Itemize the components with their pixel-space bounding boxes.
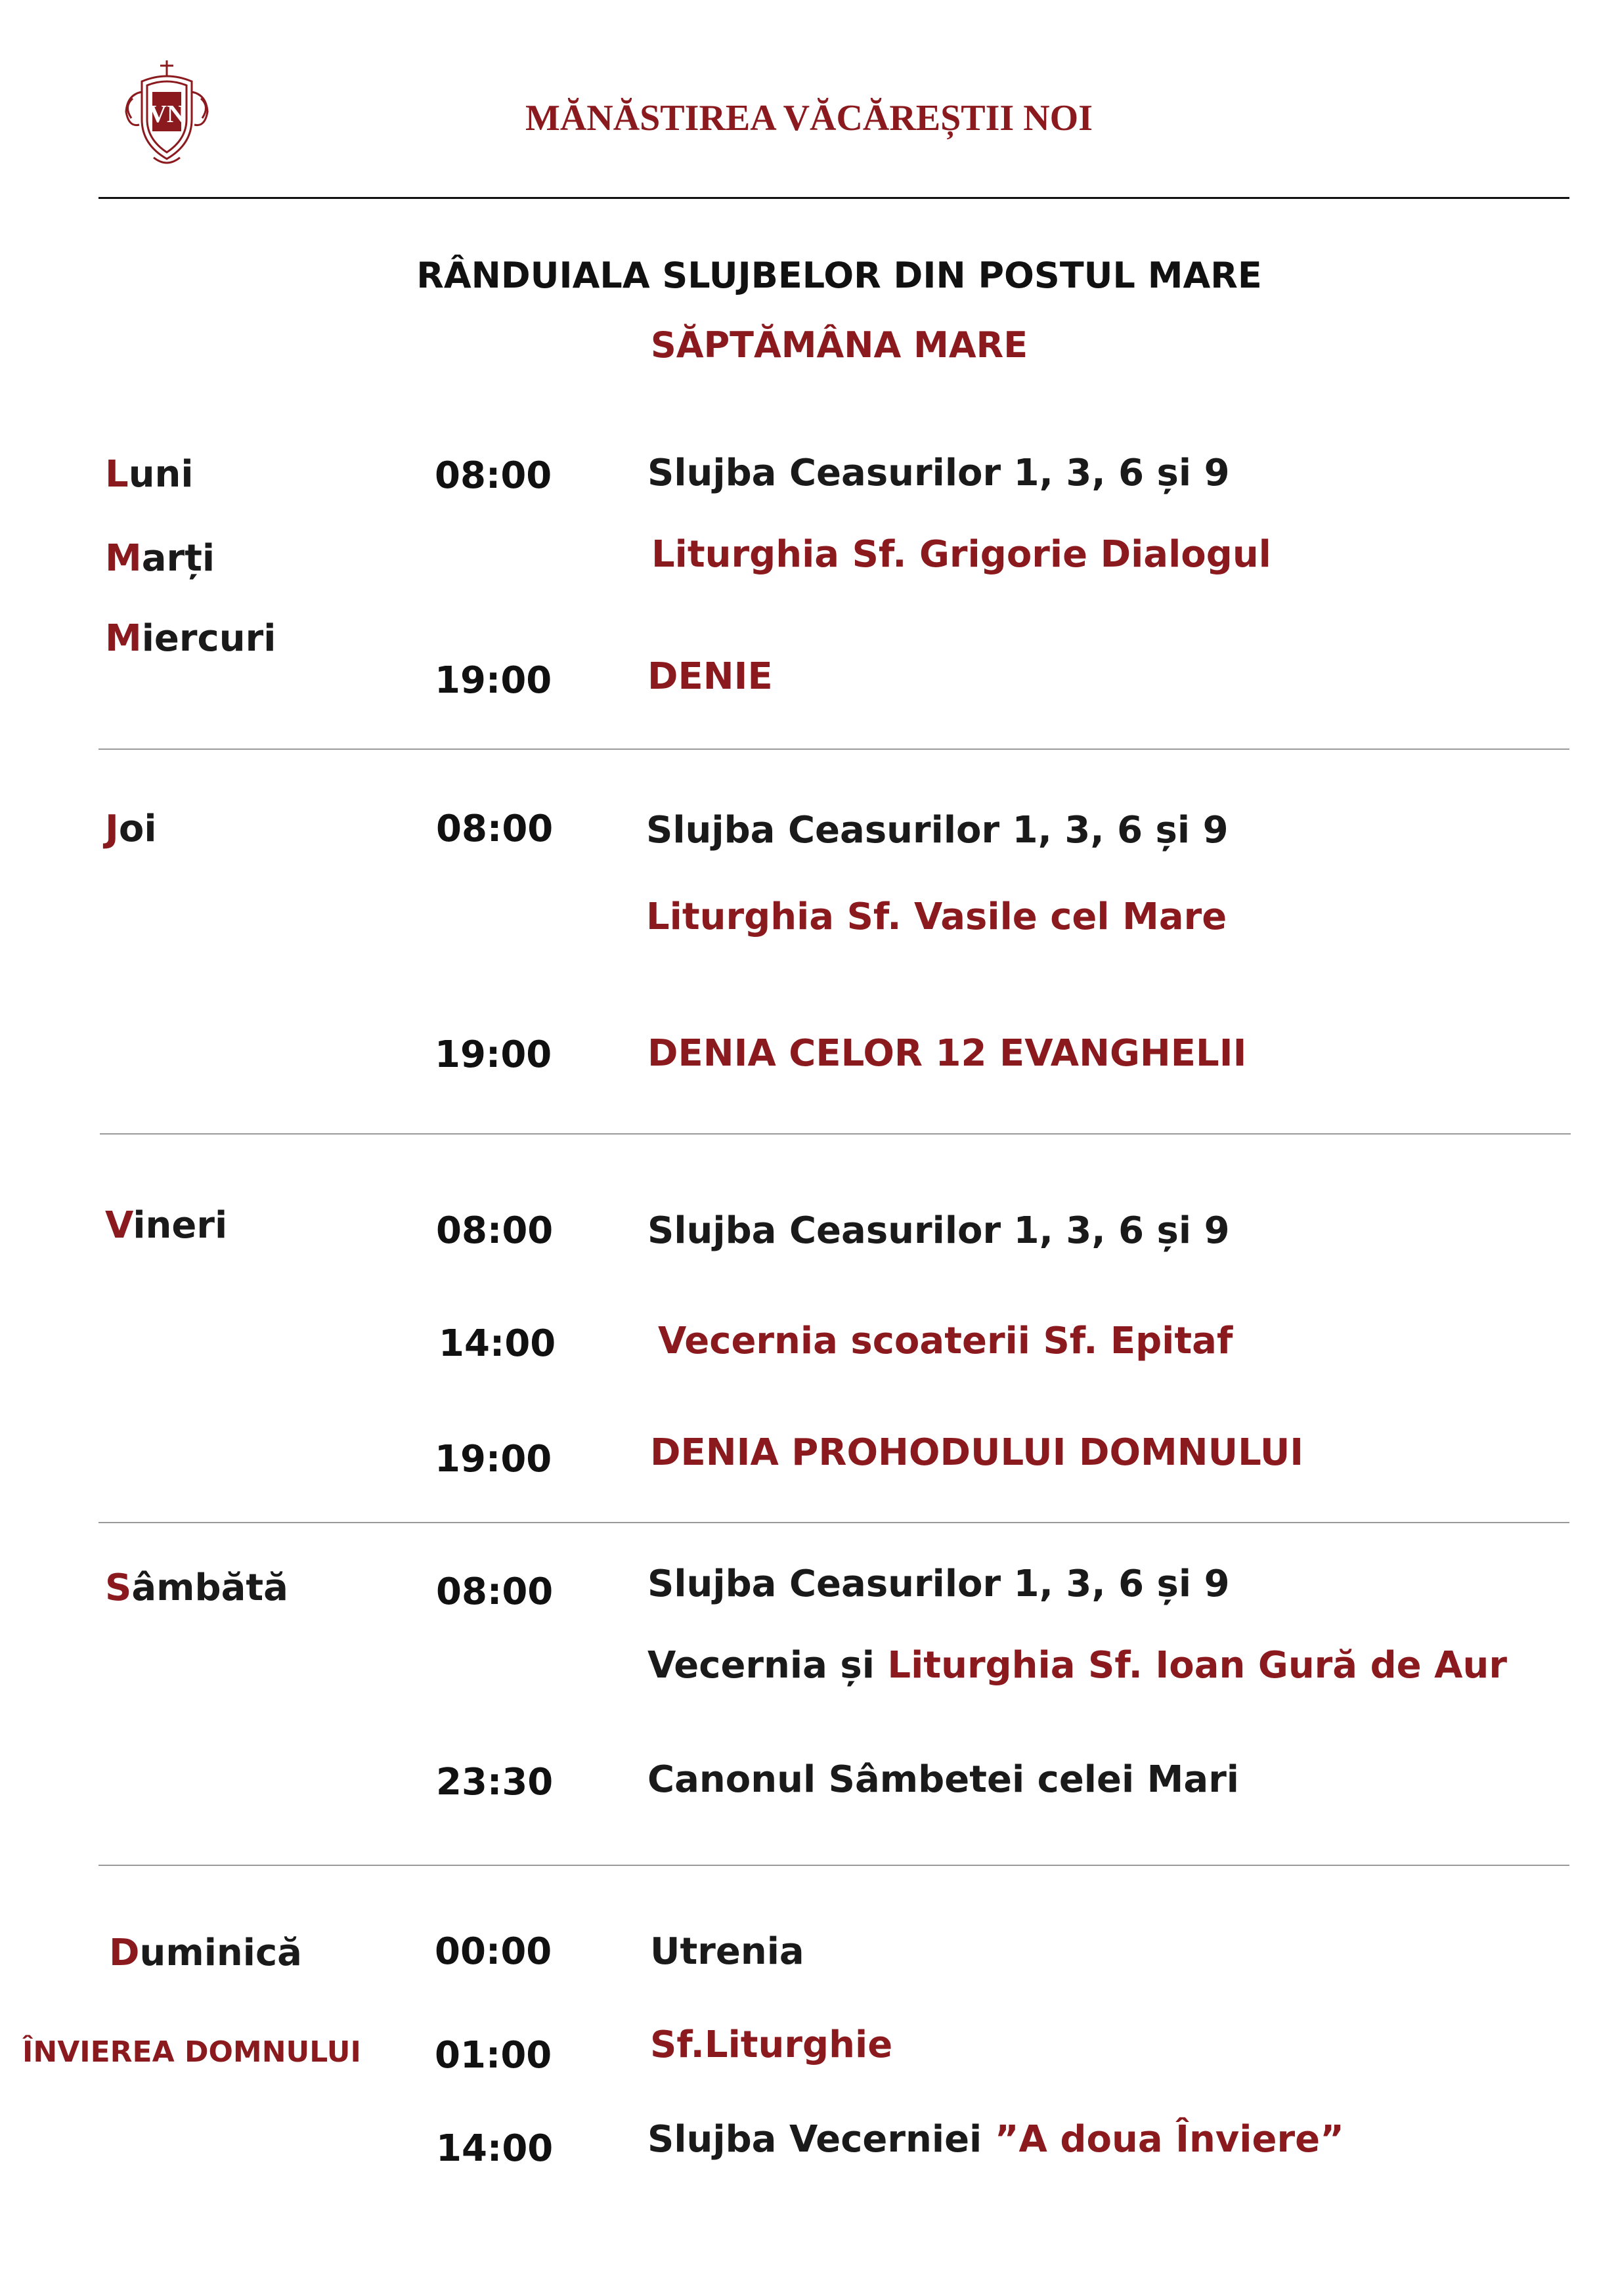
service-part: Liturghia Sf. Ioan Gură de Aur [887,1644,1507,1687]
day-luni [105,453,194,496]
time: 08:00 [436,1570,554,1613]
day-vineri [105,1204,227,1247]
service: Liturghia Sf. Grigorie Dialogul [651,533,1271,576]
day-rest: arți [141,537,215,580]
service-part: Vecernia și [647,1644,888,1687]
service: Liturghia Sf. Vasile cel Mare [646,896,1227,938]
day-duminica [109,1932,302,1974]
service: DENIE [647,655,773,698]
service: Slujba Ceasurilor 1, 3, 6 și 9 [647,1563,1230,1605]
day-rest: ineri [133,1204,228,1247]
day-initial: M [105,537,142,580]
day-initial: J [105,808,119,850]
section-divider [98,1522,1569,1523]
day-rest: uminică [139,1932,302,1974]
day-rest: iercuri [141,617,276,660]
section-divider [100,1133,1571,1135]
time: 08:00 [436,808,554,850]
day-initial: L [105,453,129,496]
day-initial: D [109,1932,140,1974]
service-part: Slujba Vecerniei [647,2118,995,2161]
day-initial: S [105,1567,132,1609]
service [647,1644,1507,1687]
time: 19:00 [435,1033,552,1076]
time: 19:00 [435,1438,552,1481]
page-subtitle: SĂPTĂMÂNA MARE [650,324,1028,366]
time: 08:00 [435,454,552,497]
page-title: RÂNDUIALA SLUJBELOR DIN POSTUL MARE [416,255,1262,296]
day-rest: uni [128,453,194,496]
service: Slujba Ceasurilor 1, 3, 6 și 9 [647,1209,1230,1252]
service: Vecernia scoaterii Sf. Epitaf [658,1320,1233,1362]
time: 19:00 [435,659,552,702]
service: Utrenia [650,1930,804,1973]
time: 14:00 [439,1322,556,1365]
monastery-name: MĂNĂSTIREA VĂCĂREȘTII NOI [525,98,1093,139]
time: 14:00 [436,2127,554,2170]
header-divider [98,197,1569,199]
service: Slujba Ceasurilor 1, 3, 6 și 9 [646,809,1229,852]
day-sambata [105,1567,288,1609]
service: DENIA CELOR 12 EVANGHELII [647,1032,1247,1075]
service: DENIA PROHODULUI DOMNULUI [650,1431,1304,1474]
day-miercuri [105,617,276,660]
easter-label: ÎNVIEREA DOMNULUI [22,2035,361,2069]
day-joi [105,808,157,850]
time: 00:00 [435,1930,552,1973]
service: Slujba Ceasurilor 1, 3, 6 și 9 [647,452,1230,494]
day-marti [105,537,215,580]
time: 08:00 [436,1209,554,1252]
day-initial: V [105,1204,133,1247]
section-divider [98,748,1569,750]
service [647,2118,1344,2161]
svg-text:VN: VN [148,100,185,128]
day-rest: âmbătă [131,1567,288,1609]
day-rest: oi [118,808,157,850]
service-part: ”A doua Înviere” [994,2118,1344,2161]
time: 01:00 [435,2034,552,2077]
service: Canonul Sâmbetei celei Mari [647,1758,1240,1801]
section-divider [98,1865,1569,1866]
service: Sf.Liturghie [650,2024,893,2066]
time: 23:30 [436,1761,554,1804]
day-initial: M [105,617,142,660]
